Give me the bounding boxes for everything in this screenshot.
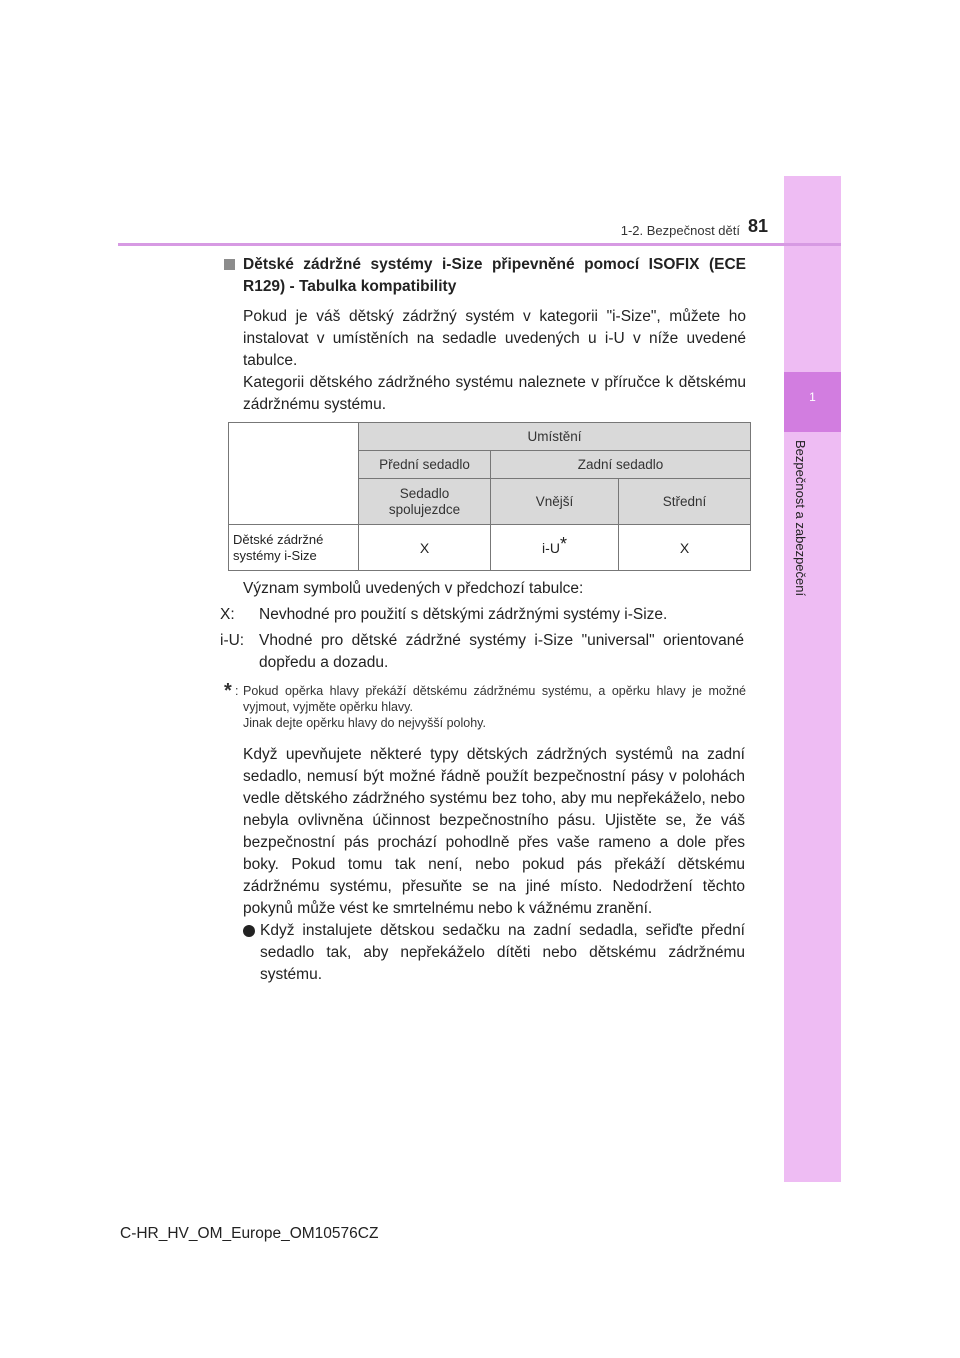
legend-key-x: X: [220, 606, 235, 623]
chapter-title: Bezpečnost a zabezpečení [793, 440, 808, 597]
table-header-location: Umístění [359, 423, 751, 451]
header-rule [118, 243, 841, 246]
table-header-rear-seat: Zadní sedadlo [491, 451, 751, 479]
chapter-number: 1 [809, 390, 816, 404]
footnote-line-1: Pokud opěrka hlavy překáží dětskému zádržnému systému, a opěrku hlavy je možné vyjmout, vyjměte opěrku hlavy. [243, 684, 746, 714]
section-heading [224, 254, 746, 298]
intro-text-2: Kategorii dětského zádržného systému naleznete v příručce k dětskému zádržnému systému. [243, 374, 746, 413]
legend-text-iu: Vhodné pro dětské zádržné systémy i-Size "universal" orientované dopředu a dozadu. [259, 632, 744, 671]
heading-square-icon [224, 259, 235, 270]
legend-intro: Význam symbolů uvedených v předchozí tabulce: [243, 580, 584, 597]
table-cell-center: X [619, 525, 751, 571]
heading-text: Dětské zádržné systémy i-Size připevněné pomocí ISOFIX (ECE R129) - Tabulka kompatibility [243, 256, 746, 295]
asterisk-mark: * [559, 533, 567, 554]
footnote-mark: * [224, 680, 232, 702]
compatibility-table [228, 422, 751, 571]
bullet-text: Když instalujete dětskou sedačku na zadní sedadla, seřiďte přední sedadlo tak, aby nepřekáželo dítěti nebo dětskému zádržnému systému. [260, 922, 745, 983]
table-cell-passenger: X [359, 525, 491, 571]
table-row-label: Dětské zádržné systémy i-Size [229, 525, 359, 571]
bullet-dot-icon [243, 925, 255, 937]
main-content [224, 254, 746, 416]
table-header-front-seat: Přední sedadlo [359, 451, 491, 479]
table-subheader-outer: Vnější [491, 479, 619, 525]
footer-document-code: C-HR_HV_OM_Europe_OM10576CZ [120, 1225, 379, 1242]
table-cell-outer-value: i-U [542, 539, 560, 556]
table-corner-cell [229, 423, 359, 525]
legend-item-iu [220, 630, 744, 674]
table-subheader-center: Střední [619, 479, 751, 525]
intro-paragraph [243, 306, 746, 416]
legend-text-x: Nevhodné pro použití s dětskými zádržnými systémy i-Size. [259, 606, 668, 623]
footnote-colon: : [235, 684, 239, 698]
body-paragraph: Když upevňujete některé typy dětských zádržných systémů na zadní sedadlo, nemusí být možné řádně použít bezpečnostní pásy v polohách vedle dětského zádržného systému bez toho, aby mu nepřekáželo, nebo nebyla ovlivněna účinnost bezpečnostního pásu. Ujistěte se, že váš bezpečnostní pás prochází pohodlně přes vaše rameno a dole přes boky. Pokud tomu tak není, nebo pokud pás překáží dětskému zádržnému systému, přesuňte se na jiné místo. Nedodržení těchto pokynů může vést ke smrtelnému nebo k vážnému zranění. [243, 746, 745, 917]
table-subheader-passenger: Sedadlo spolujezdce [359, 479, 491, 525]
legend-key-iu: i-U: [220, 632, 245, 649]
table-cell-outer [491, 525, 619, 571]
footnote [224, 680, 746, 731]
footnote-body [243, 683, 746, 731]
page-number: 81 [748, 216, 769, 236]
side-tab [784, 176, 841, 1182]
footnote-line-2: Jinak dejte opěrku hlavy do nejvyšší polohy. [243, 716, 486, 730]
bullet-item [243, 920, 745, 986]
intro-text-1: Pokud je váš dětský zádržný systém v kategorii "i-Size", můžete ho instalovat v umístěních na sedadle uvedených u i-U v níže uvedené tabulce. [243, 308, 746, 369]
section-title: 1-2. Bezpečnost dětí [620, 223, 740, 238]
legend-item-x [220, 604, 744, 626]
